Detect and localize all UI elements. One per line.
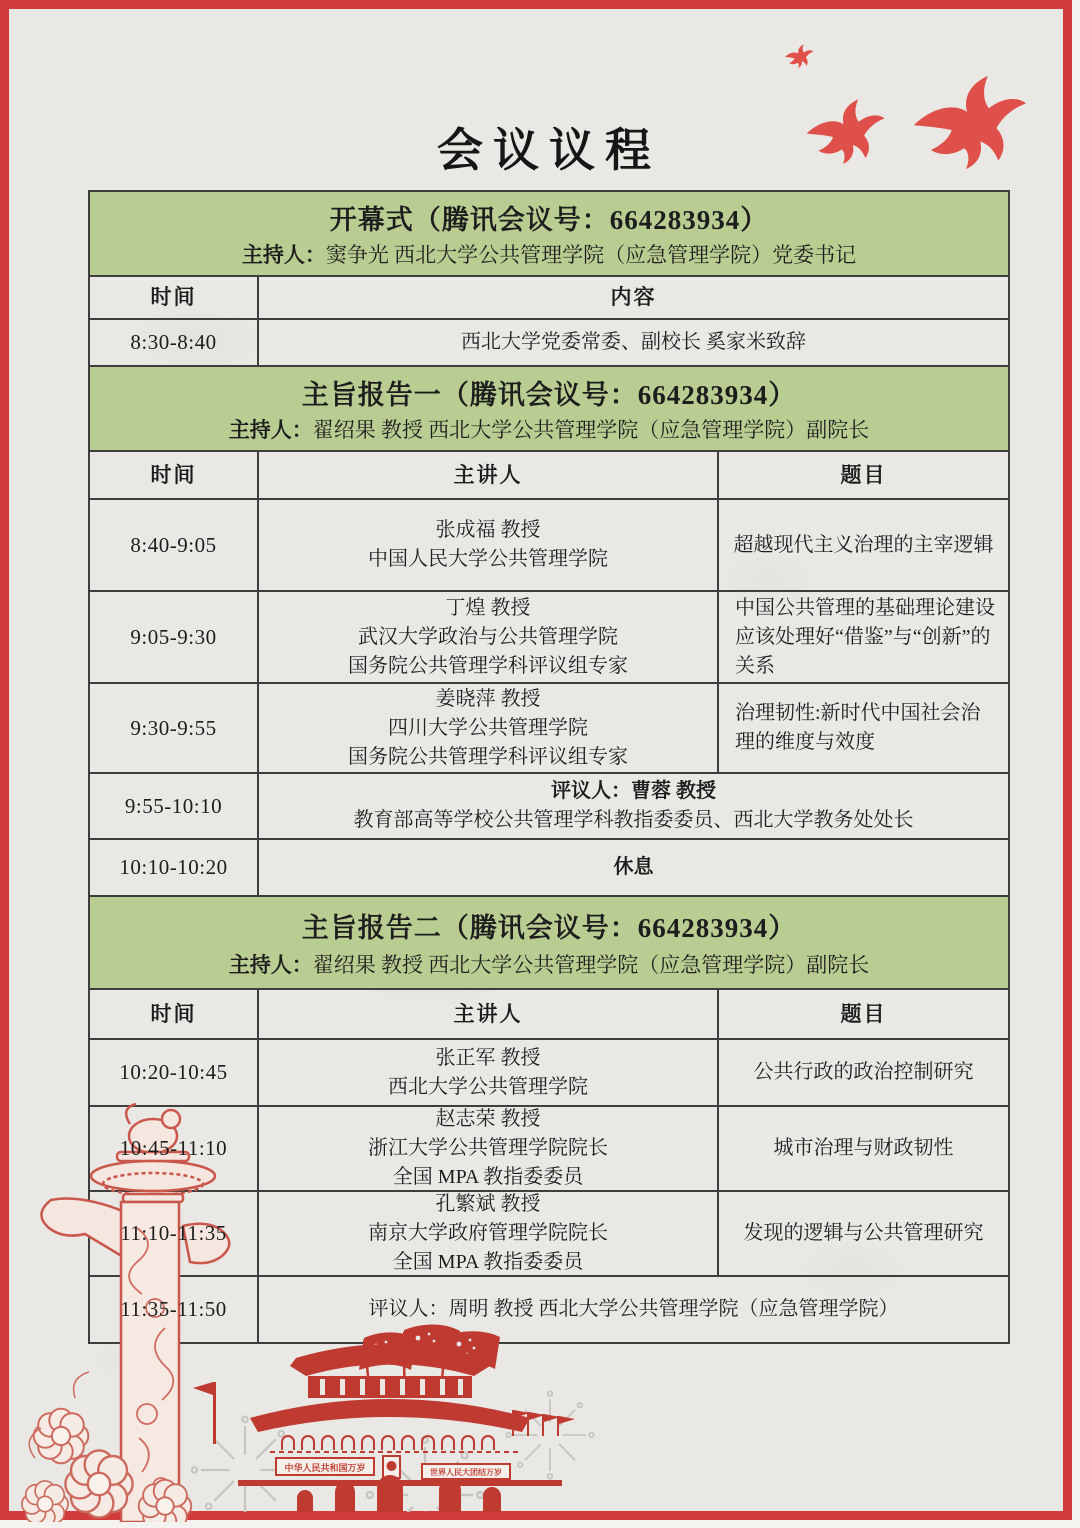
section-host-line	[90, 414, 1008, 444]
dove-small-icon	[785, 44, 813, 68]
discussant-cell	[257, 774, 1008, 838]
speaker-cell	[257, 1107, 717, 1190]
time-cell: 10:20-10:45	[119, 1060, 228, 1084]
speaker-name: 赵志荣 教授	[435, 1108, 541, 1130]
table-row	[90, 1107, 1008, 1192]
section-host-line	[90, 239, 1008, 269]
page-title: 会议议程	[437, 125, 661, 176]
topic-cell: 发现的逻辑与公共管理研究	[717, 1192, 1008, 1275]
host-label: 主持人：	[228, 953, 313, 978]
time-cell: 8:40-9:05	[130, 532, 217, 557]
section-opening	[90, 192, 1008, 367]
table-row	[90, 1277, 1008, 1342]
section-banner	[90, 192, 1008, 277]
topic-cell: 治理韧性:新时代中国社会治理的维度与效度	[717, 684, 1008, 772]
section-banner	[90, 367, 1008, 452]
discussant-affiliation: 教育部高等学校公共管理学科教指委委员、西北大学教务处处长	[353, 809, 914, 831]
time-cell: 11:10-11:35	[120, 1221, 227, 1245]
section-host-line	[90, 949, 1008, 979]
speaker-affiliation: 西北大学公共管理学院	[388, 1075, 588, 1098]
speaker-name: 丁煌 教授	[445, 596, 531, 619]
table-row	[90, 840, 1008, 897]
col-header-topic: 题目	[717, 452, 1008, 498]
speaker-name: 姜晓萍 教授	[435, 687, 541, 710]
speaker-cell	[257, 1192, 717, 1275]
topic-cell: 中国公共管理的基础理论建设应该处理好“借鉴”与“创新”的关系	[717, 592, 1008, 682]
table-row	[90, 774, 1008, 840]
speaker-cell	[257, 1040, 717, 1105]
agenda-table	[88, 190, 1010, 1344]
gallery-arches	[270, 1436, 518, 1452]
host-label: 主持人：	[241, 243, 326, 267]
section-banner-title: 主旨报告二（腾讯会议号：664283934）	[301, 912, 797, 943]
table-row	[90, 592, 1008, 684]
col-header-speaker: 主讲人	[257, 452, 717, 498]
table-row	[90, 1192, 1008, 1277]
break-cell: 休息	[257, 840, 1008, 895]
speaker-affiliation: 全国 MPA 教指委委员	[392, 1251, 584, 1273]
discussant-cell: 评议人：周明 教授 西北大学公共管理学院（应急管理学院）	[257, 1277, 1008, 1342]
speaker-affiliation: 国务院公共管理学科评议组专家	[348, 745, 628, 768]
topic-cell: 公共行政的政治控制研究	[717, 1040, 1008, 1105]
section-banner	[90, 897, 1008, 990]
time-cell: 8:30-8:40	[130, 330, 217, 354]
table-row	[90, 1040, 1008, 1107]
speaker-cell	[257, 500, 717, 590]
speaker-name: 张成福 教授	[435, 519, 541, 541]
speaker-affiliation: 国务院公共管理学科评议组专家	[348, 654, 628, 677]
content-cell: 西北大学党委常委、副校长 奚家米致辞	[257, 320, 1008, 365]
speaker-cell	[257, 592, 717, 682]
speaker-affiliation: 中国人民大学公共管理学院	[368, 548, 608, 570]
col-header-time: 时间	[150, 285, 197, 309]
firework-icon	[506, 1391, 593, 1478]
time-cell: 10:45-11:10	[119, 1136, 228, 1160]
section-keynote-1	[90, 367, 1008, 897]
table-row	[90, 320, 1008, 367]
time-cell: 11:35-11:50	[120, 1297, 227, 1321]
plaque-left-text: 中华人民共和国万岁	[284, 1463, 366, 1473]
gate-doors	[238, 1475, 562, 1512]
table-header-row	[90, 277, 1008, 320]
section-banner-title: 主旨报告一（腾讯会议号：664283934）	[301, 380, 797, 410]
speaker-affiliation: 四川大学公共管理学院	[388, 716, 588, 739]
speaker-affiliation: 浙江大学公共管理学院院长	[368, 1137, 608, 1159]
plaque-right-text: 世界人民大团结万岁	[430, 1468, 502, 1477]
host-text: 翟绍果 教授 西北大学公共管理学院（应急管理学院）副院长	[312, 953, 870, 978]
col-header-speaker: 主讲人	[257, 990, 717, 1038]
time-cell: 10:10-10:20	[119, 855, 228, 879]
section-banner-title: 开幕式（腾讯会议号：664283934）	[329, 205, 769, 235]
speaker-affiliation: 武汉大学政治与公共管理学院	[358, 625, 618, 648]
col-header-topic: 题目	[717, 990, 1008, 1038]
col-header-time: 时间	[150, 462, 197, 487]
col-header-time: 时间	[150, 1001, 197, 1026]
time-cell: 9:05-9:30	[130, 624, 217, 649]
topic-cell: 超越现代主义治理的主宰逻辑	[717, 500, 1008, 590]
host-text: 翟绍果 教授 西北大学公共管理学院（应急管理学院）副院长	[312, 418, 870, 442]
speaker-name: 孔繁斌 教授	[435, 1193, 541, 1215]
table-row	[90, 684, 1008, 774]
host-label: 主持人：	[228, 418, 313, 442]
speaker-affiliation: 南京大学政府管理学院院长	[368, 1222, 608, 1244]
col-header-content: 内容	[257, 277, 1008, 318]
table-row	[90, 500, 1008, 592]
table-header-row	[90, 990, 1008, 1040]
host-text: 窦争光 西北大学公共管理学院（应急管理学院）党委书记	[325, 243, 857, 267]
time-cell: 9:55-10:10	[124, 793, 223, 818]
table-header-row	[90, 452, 1008, 500]
speaker-affiliation: 全国 MPA 教指委委员	[392, 1166, 584, 1188]
topic-cell: 城市治理与财政韧性	[717, 1107, 1008, 1190]
speaker-cell	[257, 684, 717, 772]
time-cell: 9:30-9:55	[130, 715, 217, 740]
discussant-name: 评议人：曹蓉 教授	[551, 780, 716, 802]
speaker-name: 张正军 教授	[435, 1046, 541, 1069]
gate-body	[193, 1324, 575, 1444]
